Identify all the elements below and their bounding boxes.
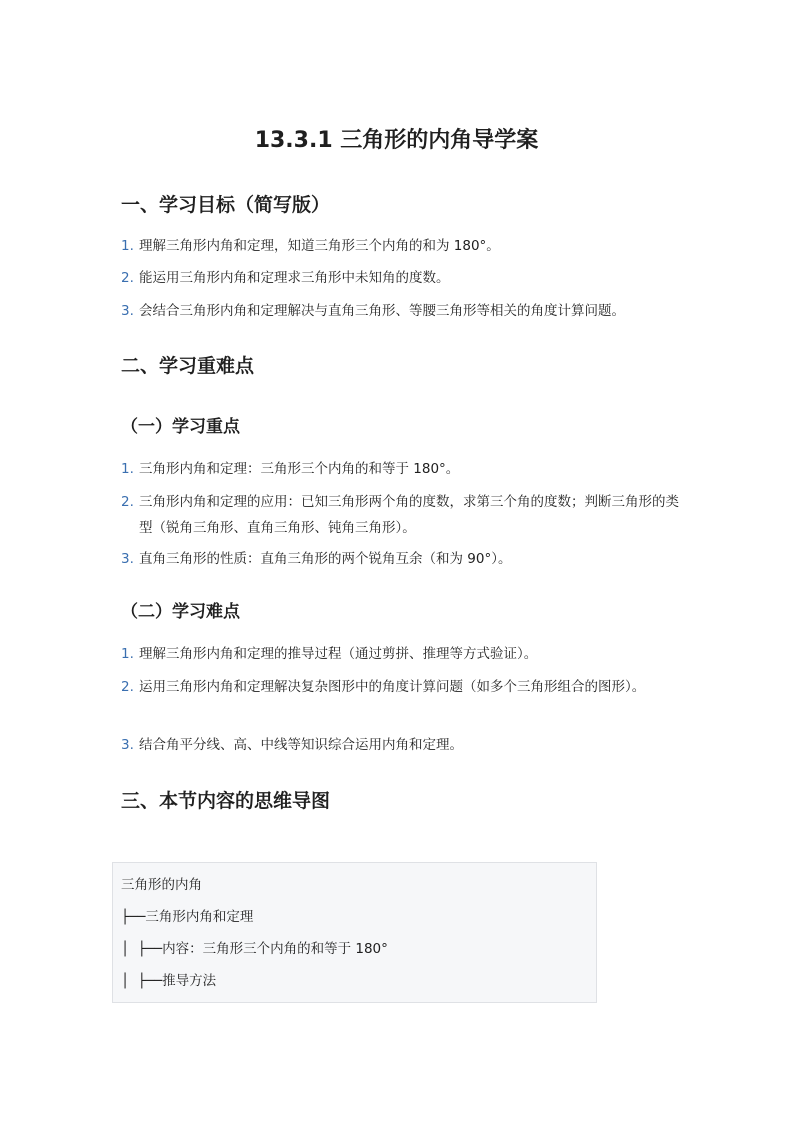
list-number: 1.	[121, 238, 134, 254]
list-item	[121, 674, 681, 700]
list-number: 1.	[121, 461, 134, 477]
section-heading-goals: 一、学习目标（简写版）	[121, 194, 331, 216]
list-number: 3.	[121, 737, 134, 753]
list-item	[121, 489, 681, 541]
mindmap-line: ├──三角形内角和定理	[121, 909, 254, 925]
list-item	[121, 233, 681, 259]
list-number: 1.	[121, 646, 134, 662]
list-text: 能运用三角形内角和定理求三角形中未知角的度数。	[139, 270, 450, 286]
list-text: 直角三角形的性质：直角三角形的两个锐角互余（和为 90°）。	[139, 551, 512, 567]
mindmap-code-block	[112, 862, 597, 1003]
list-text: 三角形内角和定理的应用：已知三角形两个角的度数，求第三个角的度数；判断三角形的类型（锐角三角形、直角三角形、钝角三角形）。	[139, 494, 679, 536]
list-item	[121, 265, 681, 291]
section-heading-key-difficult: 二、学习重难点	[121, 355, 255, 377]
list-text: 三角形内角和定理：三角形三个内角的和等于 180°。	[139, 461, 460, 477]
list-number: 3.	[121, 551, 134, 567]
list-number: 2.	[121, 679, 134, 695]
list-text: 运用三角形内角和定理解决复杂图形中的角度计算问题（如多个三角形组合的图形）。	[139, 679, 646, 695]
list-number: 2.	[121, 494, 134, 510]
list-number: 3.	[121, 303, 134, 319]
list-item	[121, 546, 681, 572]
list-number: 2.	[121, 270, 134, 286]
mindmap-line: 三角形的内角	[121, 877, 202, 893]
list-text: 理解三角形内角和定理，知道三角形三个内角的和为 180°。	[139, 238, 500, 254]
section-heading-mindmap: 三、本节内容的思维导图	[121, 790, 331, 812]
list-item	[121, 456, 681, 482]
page-title: 13.3.1 三角形的内角导学案	[254, 128, 539, 153]
list-text: 结合角平分线、高、中线等知识综合运用内角和定理。	[139, 737, 463, 753]
list-text: 会结合三角形内角和定理解决与直角三角形、等腰三角形等相关的角度计算问题。	[139, 303, 625, 319]
subsection-heading-key: （一）学习重点	[121, 417, 240, 437]
list-item	[121, 641, 681, 667]
list-item	[121, 298, 681, 324]
mindmap-line: │ ├──推导方法	[121, 973, 217, 989]
list-item	[121, 732, 681, 758]
mindmap-line: │ ├──内容：三角形三个内角的和等于 180°	[121, 941, 388, 957]
subsection-heading-difficult: （二）学习难点	[121, 602, 240, 622]
list-text: 理解三角形内角和定理的推导过程（通过剪拼、推理等方式验证）。	[139, 646, 538, 662]
